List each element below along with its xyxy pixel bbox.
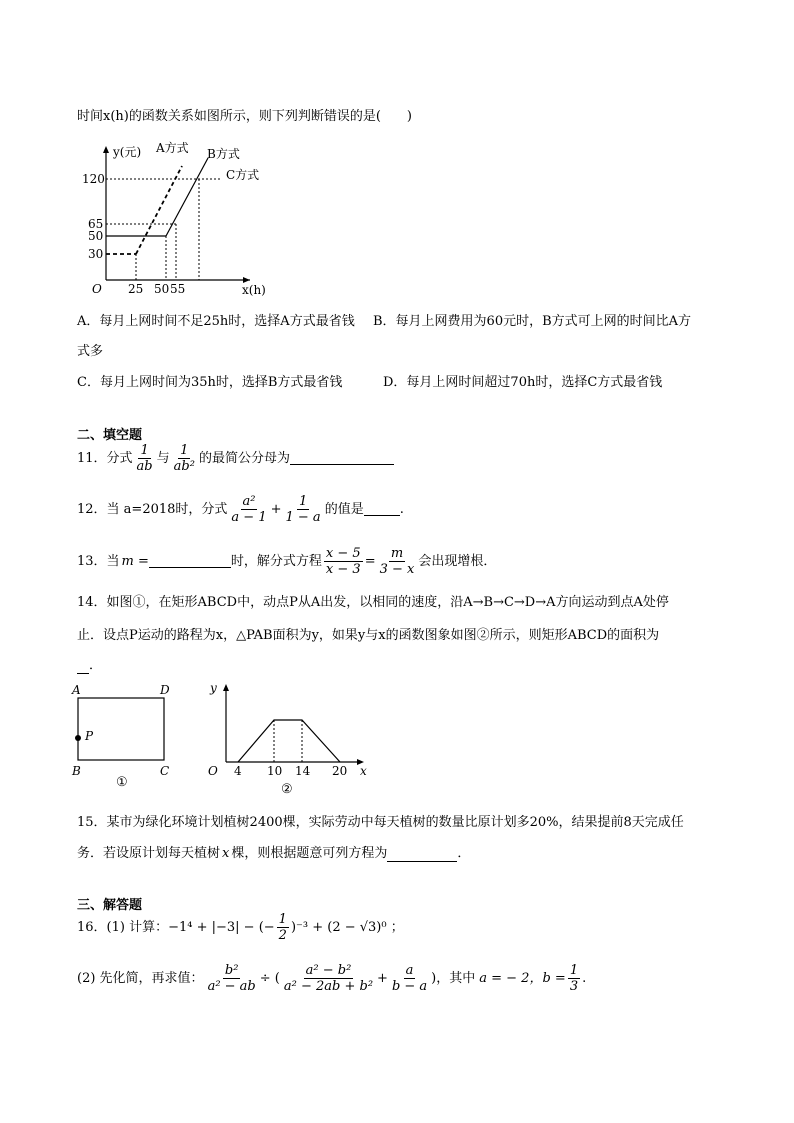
q14-tick-14: 14 [295,764,311,778]
q11-f2-den: ab² [173,459,195,474]
q13-mid: 时，解分式方程 [230,554,322,569]
q11-fraction-1 [135,443,155,474]
q10-xtick-25: 25 [128,282,144,296]
q16-f1-num: b² [224,963,239,978]
q14-label-a: A [72,683,81,697]
q14-line-1: 14．如图①，在矩形ABCD中，动点P从A出发，以相同的速度，沿A→B→C→D→A方向运动到点A处停 [77,595,669,610]
q10-option-c: C．每月上网时间为35h时，选择B方式最省钱 [77,375,343,390]
q13-f1-den: x − 3 [325,562,361,577]
q12 [77,494,404,525]
q10-graph [70,138,280,298]
q16-f2-den: a² − 2ab + b² [283,979,374,994]
q16-half-num: 1 [278,912,287,927]
q15-line-2 [77,845,470,862]
q16-b-den: 3 [569,979,579,994]
section-fill-blank: 二、填空题 [77,428,143,443]
q13-answer-blank[interactable] [149,555,231,568]
q16-plus: + [377,971,388,986]
q14-y-arrow [223,684,229,691]
q10-ytick-50: 50 [88,229,104,243]
q10-origin: O [92,282,102,296]
q12-post: 的值是 [324,502,364,517]
q10-line-b-rise [166,158,208,236]
q14-y-label: y [210,681,217,695]
q16-part1-b: )⁻³ + (2 − √3)⁰ ； [290,920,404,935]
q16-part1-pre: 16．(1) 计算： [77,920,169,935]
q16-part2-pre: (2) 先化简，再求值： [77,971,204,986]
q15-line-1: 15．某市为绿化环境计划植树2400棵，实际劳动中每天植树的数量比原计划多20%，结果提前8天完成任 [77,815,684,830]
q14-label-p: P [85,729,94,743]
q13 [77,546,496,577]
q14-tick-10: 10 [267,764,283,778]
q15-answer-blank[interactable] [387,849,457,862]
q16-fraction-1 [206,963,258,994]
q16-b-num: 1 [569,963,579,978]
q16-fraction-2 [282,963,375,994]
q11 [77,443,394,474]
q14-origin: O [208,764,218,778]
q13-m-eq: m = [121,554,149,569]
q10-ytick-65: 65 [88,217,104,231]
q13-fraction-2 [378,546,417,577]
q12-f1-den: a − 1 [231,510,267,525]
q10-y-arrow [103,146,109,153]
q14-label-b: B [72,764,81,778]
q15-var: x [222,846,230,861]
q13-post: 会出现增根． [418,554,497,569]
q16-div: ÷ ( [259,971,280,986]
q15-line-2-post: 棵，则根据题意可列方程为 [231,846,388,861]
q16-part1-a: −1⁴ + |−3| − (− [168,920,275,935]
q10-y-label: y(元) [113,145,142,159]
q13-f2-den: 3 − x [379,562,415,577]
q16-a-val: a = − 2，b = [479,971,566,986]
q13-f1-num: x − 5 [325,546,361,561]
q14-caption-2: ② [281,782,293,797]
q12-end: . [399,502,404,517]
q12-fraction-1 [229,494,268,525]
q14-caption-1: ① [116,775,128,790]
q10-x-label: x(h) [242,283,266,297]
q14-label-c: C [160,764,170,778]
q10-xtick-55: 55 [170,282,186,296]
q10-label-a: A方式 [156,141,189,155]
q14-line-3-end: ． [89,658,103,673]
q10-xtick-50: 50 [154,282,170,296]
q12-fraction-2 [284,494,323,525]
q16-half-den: 2 [278,928,287,943]
q15-line-2-pre: 务．若设原计划每天植树 [77,846,221,861]
q14-x-label: x [360,764,367,778]
q11-mid: 与 [156,451,170,466]
q11-post: 的最简公分母为 [198,451,290,466]
q11-f2-num: 1 [180,443,189,458]
q13-fraction-1 [324,546,363,577]
q14-figure-1 [68,680,178,790]
q14-graph-line [238,720,340,762]
q11-answer-blank[interactable] [290,452,394,465]
q14-tick-4: 4 [234,764,242,778]
q14-line-2: 止．设点P运动的路程为x，△PAB面积为y，如果y与x的函数图象如图②所示，则矩形ABCD的面积为 [77,628,660,643]
section-solve: 三、解答题 [77,898,143,913]
q13-pre: 13．当 [77,554,120,569]
q12-f2-num: 1 [298,494,308,509]
q15-end: ． [457,846,471,861]
q13-eq: = [364,554,376,569]
q12-f2-den: 1 − a [285,510,321,525]
q16-close: )，其中 [431,971,476,986]
q10-ytick-30: 30 [88,247,104,261]
q16-end: . [582,971,587,986]
q14-tick-20: 20 [332,764,348,778]
q10-stem: 时间x(h)的函数关系如图所示，则下列判断错误的是( ) [77,109,412,124]
q14-line-3 [77,657,102,674]
q14-point-p [75,735,81,741]
q16-b-fraction [568,963,580,994]
q10-option-d: D．每月上网时间超过70h时，选择C方式最省钱 [383,375,663,390]
q16-fraction-3 [390,963,429,994]
q11-fraction-2 [172,443,197,474]
q10-label-b: B方式 [207,147,240,161]
q16-half [277,912,289,943]
q10-option-b: B．每月上网费用为60元时，B方式可上网的时间比A方 [373,314,692,329]
q10-label-c: C方式 [226,168,260,182]
q16-f1-den: a² − ab [207,979,256,994]
q14-answer-blank[interactable] [77,661,89,674]
q13-f2-num: m [390,546,404,561]
q10-ytick-120: 120 [82,172,105,186]
q11-f1-den: ab [136,459,153,474]
q11-pre: 11．分式 [77,451,133,466]
q12-plus: + [270,502,282,517]
q16-f2-num: a² − b² [305,963,352,978]
q12-pre: 12．当 a=2018时，分式 [77,502,228,517]
q16-f3-den: b − a [391,979,428,994]
q16-part-1 [77,912,404,943]
q12-answer-blank[interactable] [364,503,400,516]
q11-f1-num: 1 [140,443,149,458]
q16-f3-num: a [405,963,414,978]
q12-f1-num: a² [242,494,256,509]
q16-part-2 [77,963,586,994]
q14-label-d: D [160,683,170,697]
q10-option-a: A．每月上网时间不足25h时，选择A方式最省钱 [77,314,355,329]
q10-option-b-cont: 式多 [77,344,104,359]
q14-figure-2 [200,678,380,800]
